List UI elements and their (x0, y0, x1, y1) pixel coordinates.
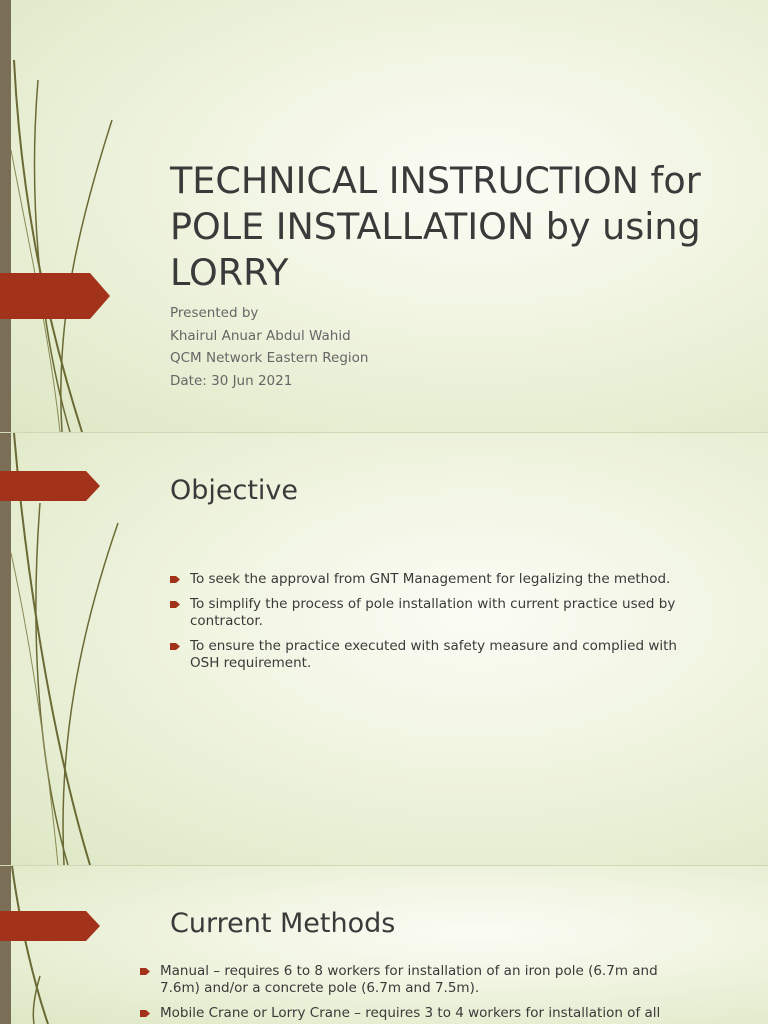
arrow-tab-icon (0, 911, 100, 941)
arrow-bullet-icon (170, 642, 180, 651)
list-item: To simplify the process of pole installation with current practice used by contractor. (170, 596, 710, 630)
slide-heading: Current Methods (170, 908, 396, 939)
arrow-tab-icon (0, 273, 110, 319)
arrow-bullet-icon (170, 575, 180, 584)
vine-decoration (0, 0, 120, 432)
slide-title: TECHNICAL INSTRUCTION for POLE INSTALLATION by using LORRY (170, 159, 701, 294)
list-item: Manual – requires 6 to 8 workers for installation of an iron pole (6.7m and 7.6m) and/or a concrete pole (6.7m and 7.5m). (140, 963, 700, 997)
bullet-list (140, 963, 700, 1024)
presenter-org: QCM Network Eastern Region (170, 350, 369, 366)
presented-by: Presented by (170, 305, 259, 321)
presenter-name: Khairul Anuar Abdul Wahid (170, 327, 351, 344)
list-item: To ensure the practice executed with safety measure and complied with OSH requirement. (170, 638, 710, 672)
arrow-tab-icon (0, 471, 100, 501)
objective-slide (0, 433, 768, 865)
arrow-bullet-icon (140, 1009, 150, 1018)
title-slide (0, 0, 768, 432)
arrow-bullet-icon (140, 967, 150, 976)
current-methods-slide (0, 866, 768, 1024)
presenter-info (170, 302, 368, 392)
list-item: To seek the approval from GNT Management for legalizing the method. (170, 571, 710, 588)
bullet-list (170, 571, 710, 680)
presentation-date: Date: 30 Jun 2021 (170, 372, 293, 389)
vine-decoration (0, 866, 120, 1024)
arrow-bullet-icon (170, 600, 180, 609)
list-item: Mobile Crane or Lorry Crane – requires 3 to 4 workers for installation of all (140, 1005, 700, 1022)
slide-heading: Objective (170, 475, 299, 506)
